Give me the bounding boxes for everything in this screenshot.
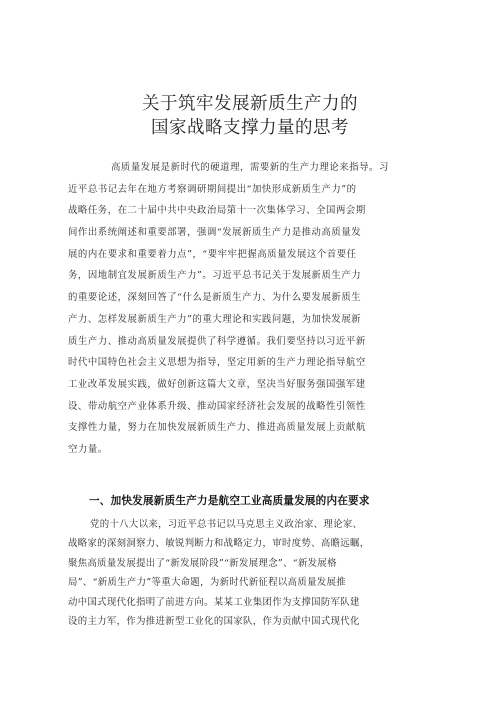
intro-paragraph <box>68 157 438 461</box>
paragraph-line: 务，因地制宜发展新质生产力”。习近平总书记关于发展新质生产力 <box>68 270 362 282</box>
paragraph-line: 高质量发展是新时代的硬道理，需要新的生产力理论来指导。习 <box>111 162 389 173</box>
document-title-line-2: 国家战略支撑力量的思考 <box>151 118 349 138</box>
paragraph-line: 聚焦高质量发展提出了“新发展阶段”“新发展理念”、“新发展格 <box>68 557 337 569</box>
paragraph-line: 党的十八大以来，习近平总书记以马克思主义政治家、理论家、 <box>90 519 363 530</box>
paragraph-line: 局”、“新质生产力”等重大命题，为新时代新征程以高质量发展推 <box>68 577 347 589</box>
paragraph-line: 战略家的深刻洞察力、敏锐判断力和战略定力，审时度势、高瞻远瞩， <box>68 538 370 550</box>
paragraph-line: 间作出系统阐述和重要部署，强调“发展新质生产力是推动高质量发 <box>68 227 362 239</box>
paragraph-line: 战略任务，在二十届中共中央政治局第十一次集体学习、全国两会期 <box>68 205 366 217</box>
section-1-paragraph <box>68 515 438 631</box>
paragraph-line: 支撑性力量，努力在加快发展新质生产力、推进高质量发展上贡献航 <box>68 422 366 434</box>
paragraph-line: 时代中国特色社会主义思想为指导，坚定用新的生产力理论指导航空 <box>68 357 366 369</box>
paragraph-line: 的重要论述，深刻回答了“什么是新质生产力、为什么要发展新质生 <box>68 292 362 304</box>
paragraph-line: 设的主力军，作为推进新型工业化的国家队，作为贡献中国式现代化 <box>68 615 360 627</box>
paragraph-line: 设、带动航空产业体系升级、推动国家经济社会发展的战略性引领性 <box>68 400 366 412</box>
paragraph-line: 展的内在要求和重要着力点”，“要牢牢把握高质量发展这个首要任 <box>68 248 357 260</box>
paragraph-line: 质生产力、推动高质量发展提供了科学遵循。我们要坚持以习近平新 <box>68 335 366 347</box>
paragraph-line: 工业改革发展实践，做好创新这篇大文章，坚决当好服务强国强军建 <box>68 378 366 390</box>
section-heading-1: 一、加快发展新质生产力是航空工业高质量发展的内在要求 <box>89 495 370 507</box>
paragraph-line: 产力、怎样发展新质生产力”的重大理论和实践问题，为加快发展新 <box>68 313 362 325</box>
document-title-line-1: 关于筑牢发展新质生产力的 <box>142 94 358 114</box>
paragraph-line: 动中国式现代化指明了前进方向。某某工业集团作为支撑国防军队建 <box>68 596 360 608</box>
paragraph-line: 近平总书记去年在地方考察调研期间提出“加快形成新质生产力”的 <box>68 183 357 195</box>
paragraph-line: 空力量。 <box>68 443 108 455</box>
